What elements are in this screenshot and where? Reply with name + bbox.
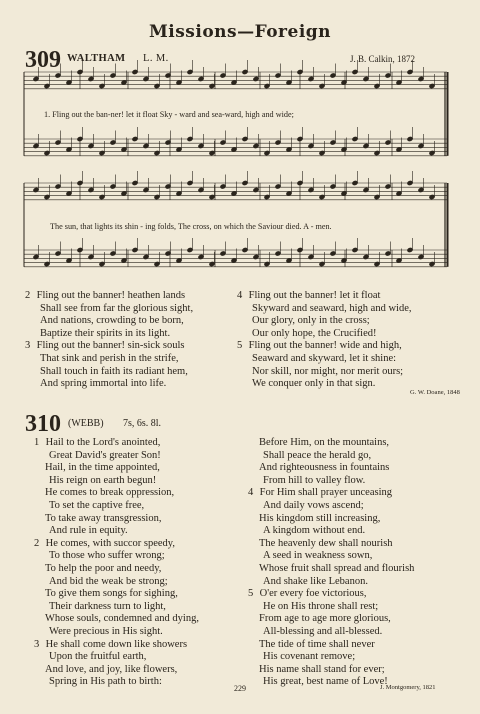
verse-3: 3 Fling out the banner! sin-sick souls That sink and perish in the strife, Shall touch in faith its radiant hem, And spring immortal into life. <box>25 340 188 390</box>
hymn-310-verses-right <box>248 437 414 689</box>
hymn-309-verses-left <box>25 290 193 391</box>
hymn-309-lyric-line-1: 1. Fling out the ban-ner! let it float Sky - ward and sea-ward, high and wide; <box>44 110 294 119</box>
hymn-309-lyric-line-2: The sun, that lights its shin - ing folds, The cross, on which the Saviour died. A - men. <box>50 222 332 231</box>
verse-3-continued: Before Him, on the mountains, Shall peace the herald go, And righteousness in fountains From hill to valley flow. <box>259 437 390 486</box>
verse-4: 4 For Him shall prayer unceasing And daily vows ascend; His kingdom still increasing, A kingdom without end. The heavenly dew shall nourish A seed in weakness sown, Whose fruit shall spread and flourish And shake like Lebanon. <box>248 487 415 587</box>
hymn-310-number: 310 <box>25 411 61 437</box>
verse-5: 5 Fling out the banner! wide and high, Seaward and skyward, let it shine: Nor skill, nor might, nor merit ours; We conquer only in that sign. <box>237 340 404 390</box>
hymn-310-author: J. Montgomery, 1821 <box>380 684 436 691</box>
music-score <box>0 0 480 290</box>
page-number: 229 <box>234 684 246 693</box>
section-title: Missions—Foreign <box>148 22 332 42</box>
hymn-310-tune: (WEBB) <box>68 418 104 429</box>
verse-2: 2 He comes, with succor speedy, To those who suffer wrong; To help the poor and needy, And bid the weak be strong; To give them songs for sighing, Their darkness turn to light, Whose souls, condemned and dying, Were precious in His sight. <box>34 537 199 637</box>
verse-3: 3 He shall come down like showers Upon the fruitful earth, And love, and joy, like flowers, Spring in His path to birth: <box>34 638 188 688</box>
hymn-309-author: G. W. Doane, 1848 <box>410 389 460 396</box>
verse-5: 5 O'er every foe victorious, He on His throne shall rest; From age to age more glorious, All-blessing and all-blessed. The tide of time shall never His covenant remove; His name shall stand for ever; His great, best name of Love! <box>248 588 391 688</box>
hymn-310-meter: 7s, 6s. 8l. <box>123 418 162 429</box>
hymn-309-verses-right <box>237 290 412 391</box>
verse-1: 1 Hail to the Lord's anointed, Great David's greater Son! Hail, in the time appointed, His reign on earth begun! He comes to break oppression, To set the captive free, To take away transgression, And rule in equity. <box>34 437 175 537</box>
hymn-310-verses-left <box>34 437 199 689</box>
hymn-309-number: 309 <box>25 47 61 73</box>
hymn-309-meter: L. M. <box>143 53 169 64</box>
hymn-309-composer: J. B. Calkin, 1872 <box>350 54 416 64</box>
hymn-309-tune: WALTHAM <box>67 53 126 64</box>
verse-2: 2 Fling out the banner! heathen lands Shall see from far the glorious sight, And nations, crowding to be born, Baptize their spirits in its light. <box>25 290 194 339</box>
verse-4: 4 Fling out the banner! let it float Skyward and seaward, high and wide, Our glory, only in the cross; Our only hope, the Crucified! <box>237 290 412 339</box>
